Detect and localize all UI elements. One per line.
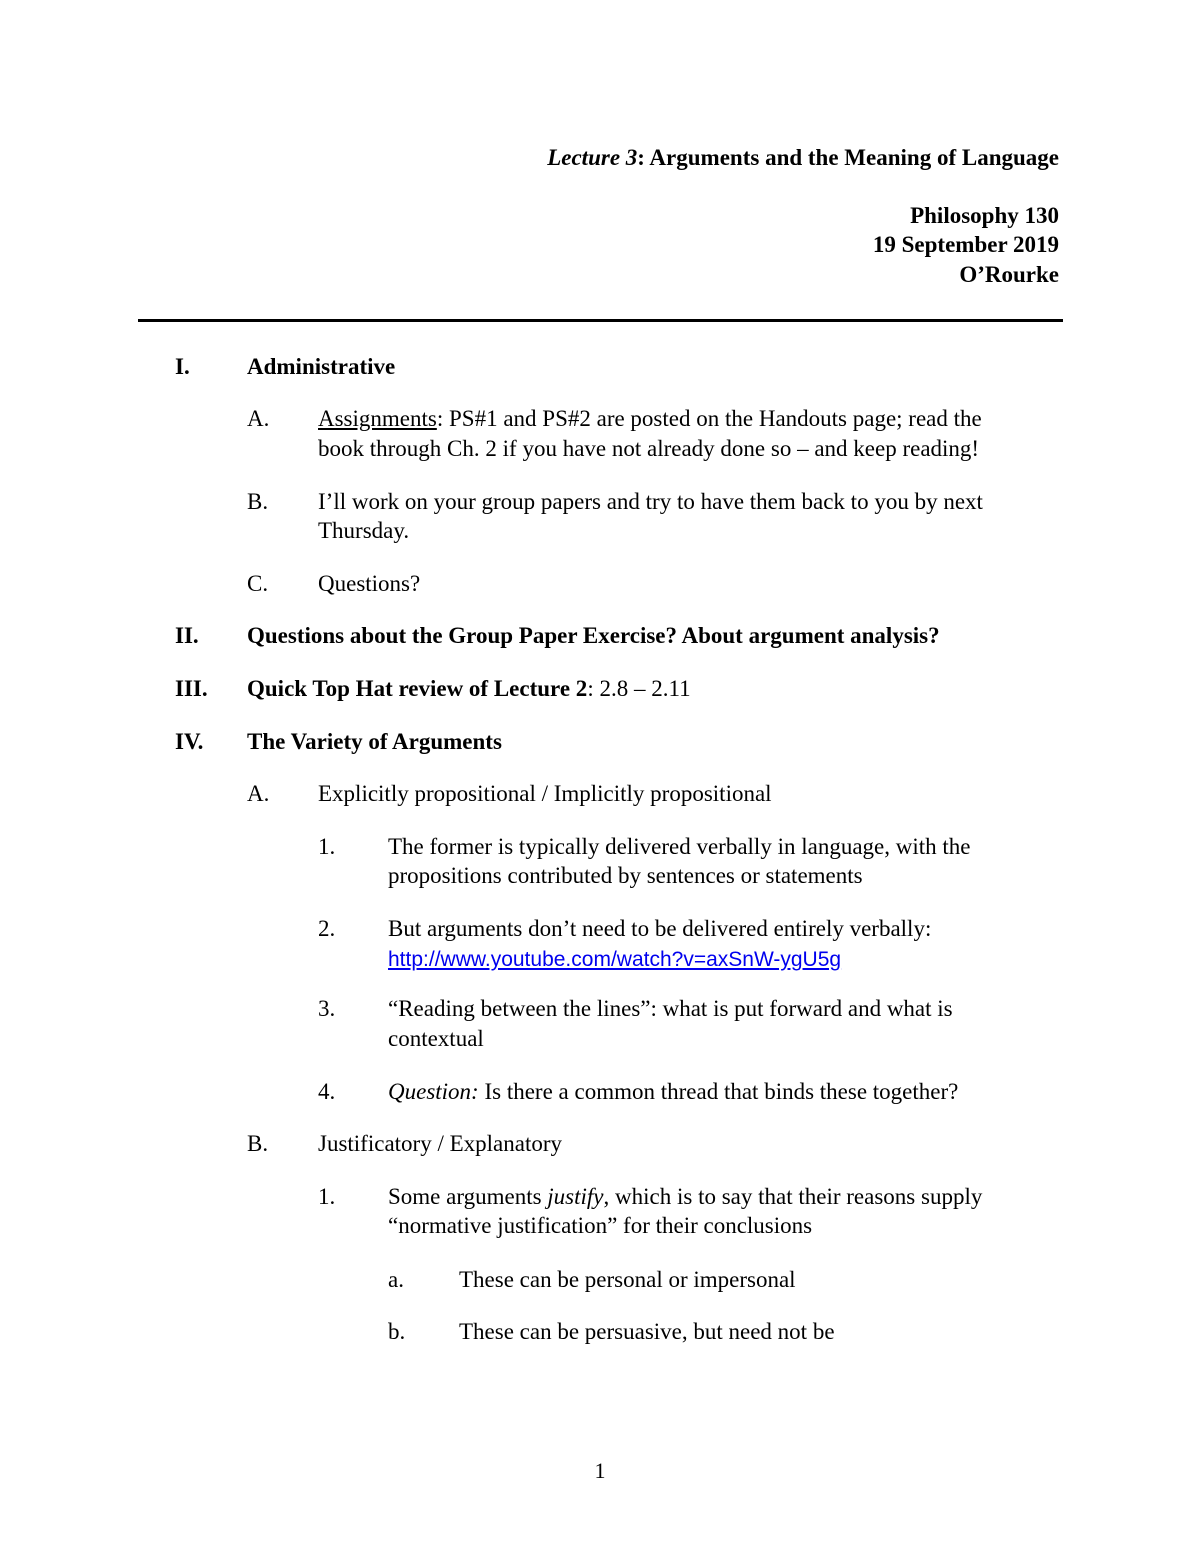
lecture-date: 19 September 2019 [872,232,1059,257]
item-marker-iv-a: A. [247,781,270,806]
lecture-label: Lecture 3 [547,145,638,170]
item-reading-line2: contextual [388,1026,484,1051]
item-group-papers-line1: I’ll work on your group papers and try to have them back to you by next [318,489,983,514]
section-heading-variety: The Variety of Arguments [247,729,502,754]
top-hat-range: : 2.8 – 2.11 [587,676,691,701]
page-number: 1 [594,1458,606,1483]
item-group-papers-line2: Thursday. [318,518,410,543]
item-verbally-line1: But arguments don’t need to be delivered entirely verbally: [388,916,932,941]
item-justificatory: Justificatory / Explanatory [318,1131,562,1156]
lecture-title-text: Arguments and the Meaning of Language [644,145,1059,170]
assignments-text: : PS#1 and PS#2 are posted on the Handouts page; read the [436,406,982,431]
item-persuasive: These can be persuasive, but need not be [459,1319,835,1344]
question-label: Question: [388,1079,479,1104]
section-numeral-i: I. [175,354,190,379]
section-heading-top-hat [247,674,691,704]
item-marker-i-a: A. [247,406,270,431]
item-former-line2: propositions contributed by sentences or statements [388,863,863,888]
item-justify-line1 [388,1182,982,1212]
course-name: Philosophy 130 [910,203,1059,228]
justify-pre: Some arguments [388,1184,548,1209]
item-marker-iv-a-4: 4. [318,1079,336,1104]
item-marker-i-c: C. [247,571,269,596]
item-marker-iv-a-1: 1. [318,834,336,859]
item-marker-iv-a-3: 3. [318,996,336,1021]
justify-word: justify [547,1184,604,1209]
instructor-name: O’Rourke [959,262,1059,287]
header-divider [138,319,1063,322]
item-explicitly-propositional: Explicitly propositional / Implicitly propositional [318,781,772,806]
question-text: Is there a common thread that binds these together? [478,1079,959,1104]
item-former-line1: The former is typically delivered verbally in language, with the [388,834,971,859]
item-assignments-line2: book through Ch. 2 if you have not already done so – and keep reading! [318,436,980,461]
lecture-title [547,143,1059,173]
item-marker-iv-b-1: 1. [318,1184,336,1209]
item-justify-line2: “normative justification” for their conclusions [388,1213,813,1238]
section-numeral-iii: III. [175,676,208,701]
item-assignments-line1 [318,404,982,434]
section-numeral-ii: II. [175,623,199,648]
item-reading-line1: “Reading between the lines”: what is put forward and what is [388,996,953,1021]
item-marker-iv-b: B. [247,1131,269,1156]
youtube-link[interactable] [388,944,841,975]
item-marker-iv-b-1-b: b. [388,1319,406,1344]
item-questions: Questions? [318,571,421,596]
assignments-label: Assignments [318,406,437,431]
top-hat-heading-text: Quick Top Hat review of Lecture 2 [247,676,588,701]
lecture-colon: : [637,145,645,170]
section-numeral-iv: IV. [175,729,204,754]
item-marker-i-b: B. [247,489,269,514]
item-marker-iv-a-2: 2. [318,916,336,941]
justify-post: , which is to say that their reasons supply [603,1184,983,1209]
item-question [388,1077,958,1107]
youtube-link-text[interactable]: http://www.youtube.com/watch?v=axSnW-ygU5g [388,948,842,971]
item-personal: These can be personal or impersonal [459,1267,796,1292]
section-heading-group-paper: Questions about the Group Paper Exercise? About argument analysis? [247,623,940,648]
section-heading-administrative: Administrative [247,354,396,379]
item-marker-iv-b-1-a: a. [388,1267,404,1292]
